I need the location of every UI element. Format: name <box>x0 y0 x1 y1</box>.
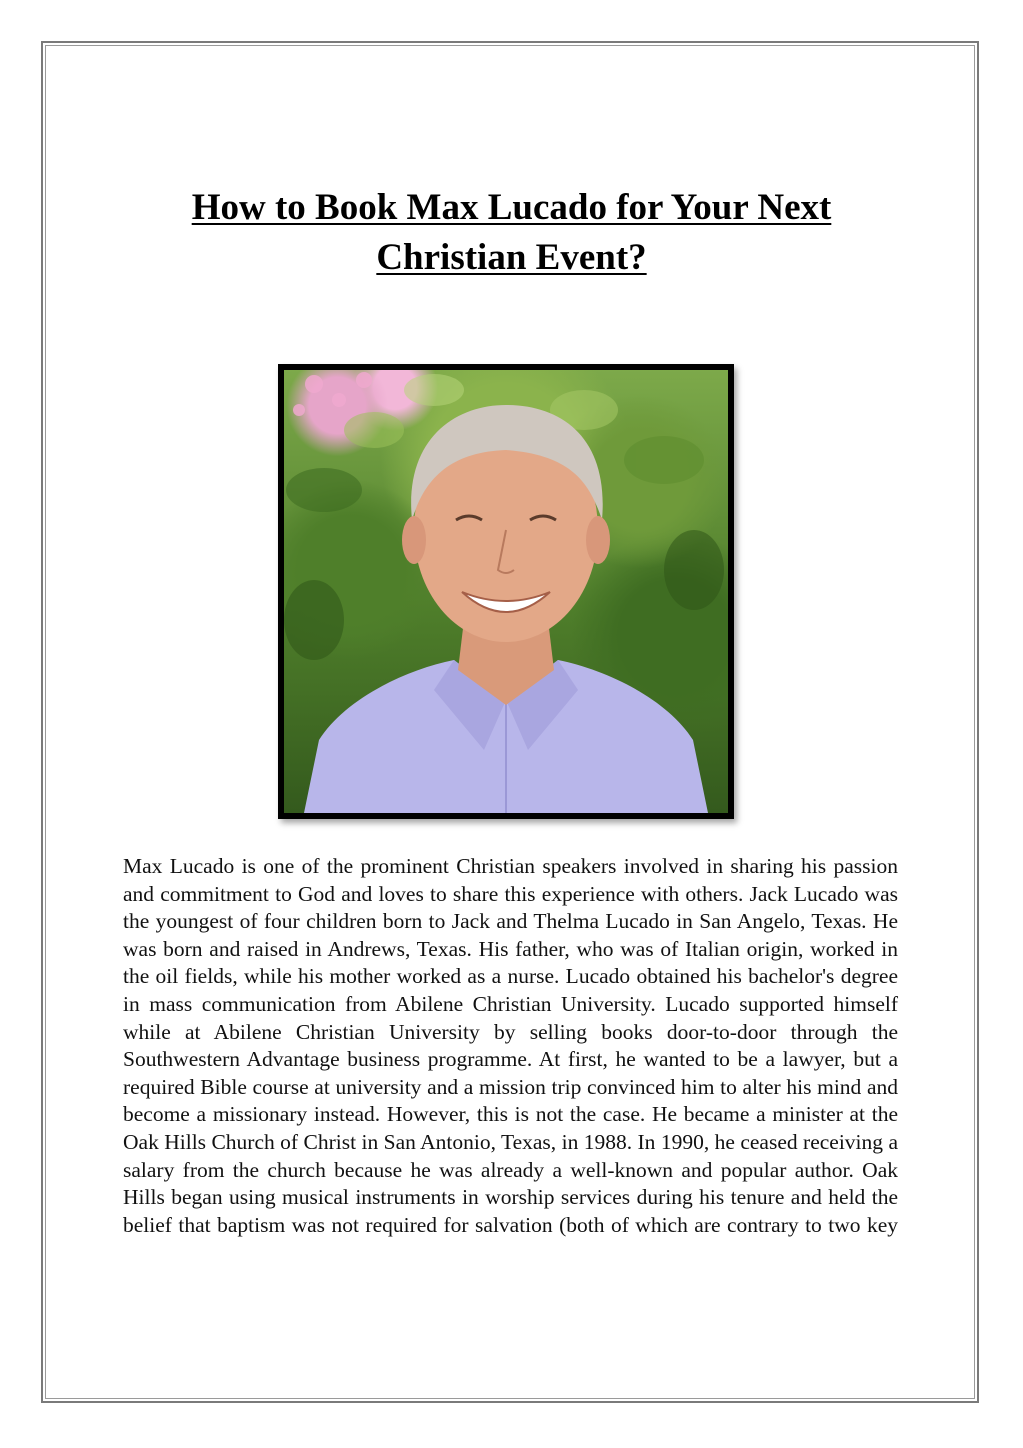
portrait-photo-frame <box>278 364 734 819</box>
body-paragraph: Max Lucado is one of the prominent Christian speakers involved in sharing his passion and commitment to God and loves to share this experience with others. Jack Lucado was the youngest of four children born to Jack and Thelma Lucado in San Angelo, Texas. He was born and raised in Andrews, Texas. His father, who was of Italian origin, worked in the oil fields, while his mother worked as a nurse. Lucado obtained his bachelor's degree in mass communication from Abilene Christian University. Lucado supported himself while at Abilene Christian University by selling books door-to-door through the Southwestern Advantage business programme. At first, he wanted to be a lawyer, but a required Bible course at university and a mission trip convinced him to alter his mind and become a missionary instead. However, this is not the case. He became a minister at the Oak Hills Church of Christ in San Antonio, Texas, in 1988. In 1990, he ceased receiving a salary from the church because he was already a well-known and popular author. Oak Hills began using musical instruments in worship services during his tenure and held the belief that baptism was not required for salvation (both of which are contrary to two key <box>123 854 898 1237</box>
title-line-1: How to Book Max Lucado for Your Next <box>191 187 832 228</box>
page-title <box>120 183 903 283</box>
title-line-2: Christian Event? <box>376 237 647 278</box>
portrait-illustration <box>284 370 728 813</box>
portrait-photo <box>284 370 728 813</box>
